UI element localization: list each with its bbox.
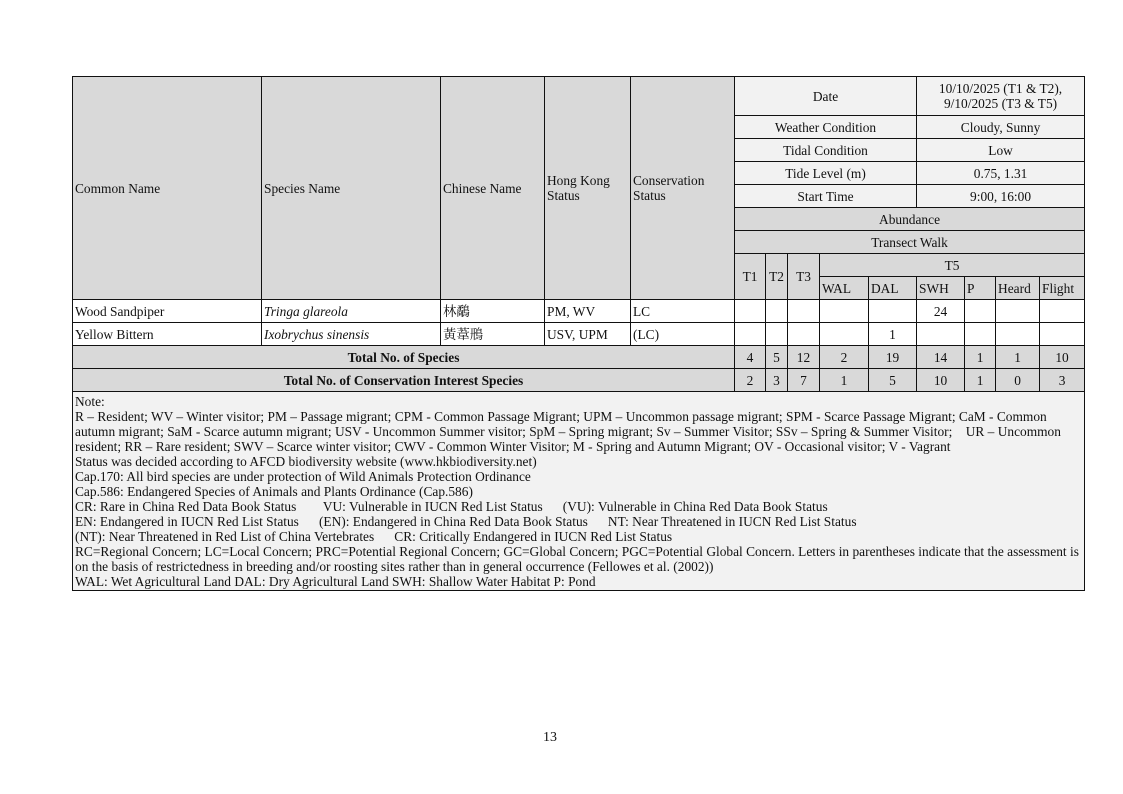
count-t1 [735,323,766,346]
header-hk-status: Hong Kong Status [545,77,631,300]
hk-status-cell: USV, UPM [545,323,631,346]
hk-status-cell: PM, WV [545,300,631,323]
note-red-list-3: (NT): Near Threatened in Red List of China Vertebrates CR: Critically Endangered in IUCN Red List Status [75,529,673,544]
weather-value: Cloudy, Sunny [917,116,1085,139]
count-t2 [766,323,788,346]
total-species-t5-heard: 1 [996,346,1040,369]
tidal-value: Low [917,139,1085,162]
start-time-value: 9:00, 16:00 [917,185,1085,208]
note-cap170: Cap.170: All bird species are under protection of Wild Animals Protection Ordinance [75,469,531,484]
header-chinese-name: Chinese Name [441,77,545,300]
note-red-list-1: CR: Rare in China Red Data Book Status VU: Vulnerable in IUCN Red List Status (VU): Vulnerable in China Red Data Book Status [75,499,828,514]
note-cap586: Cap.586: Endangered Species of Animals and Plants Ordinance (Cap.586) [75,484,473,499]
total-conservation-t5-p: 1 [965,369,996,392]
count-t5-flight [1040,323,1085,346]
header-common-name: Common Name [73,77,262,300]
species-name-cell: Tringa glareola [262,300,441,323]
date-label: Date [735,77,917,116]
header-t1: T1 [735,254,766,300]
species-name-cell: Ixobrychus sinensis [262,323,441,346]
header-species-name: Species Name [262,77,441,300]
total-species-t5-p: 1 [965,346,996,369]
notes-row [73,392,1085,591]
note-habitat-abbreviations: WAL: Wet Agricultural Land DAL: Dry Agricultural Land SWH: Shallow Water Habitat P: Pond [75,574,596,589]
count-t5-dal [869,300,917,323]
total-conservation-t5-dal: 5 [869,369,917,392]
note-concern-levels: RC=Regional Concern; LC=Local Concern; PRC=Potential Regional Concern; GC=Global Concern; PGC=Potential Global Concern. Letters in parentheses indicate that the assessment is on the basis of restrictedness in breeding and/or roosting sites rather than in general occurrence (Fellowes et al. (2002)) [75,544,1083,574]
header-t5-p: P [965,277,996,300]
count-t5-p [965,323,996,346]
count-t5-swh [917,323,965,346]
count-t5-heard [996,323,1040,346]
header-t5-flight: Flight [1040,277,1085,300]
tide-level-value: 0.75, 1.31 [917,162,1085,185]
count-t5-wal [820,300,869,323]
table-row [73,323,1085,346]
total-conservation-t5-heard: 0 [996,369,1040,392]
total-species-row [73,346,1085,369]
total-conservation-t1: 2 [735,369,766,392]
note-heading: Note: [75,394,105,409]
header-t5-dal: DAL [869,277,917,300]
date-value [917,77,1085,116]
common-name-cell: Yellow Bittern [73,323,262,346]
start-time-label: Start Time [735,185,917,208]
note-status-source: Status was decided according to AFCD biodiversity website (www.hkbiodiversity.net) [75,454,537,469]
transect-walk-label: Transect Walk [735,231,1085,254]
header-t5: T5 [820,254,1085,277]
count-t5-p [965,300,996,323]
count-t1 [735,300,766,323]
conservation-status-cell: (LC) [631,323,735,346]
note-status-abbreviations: R – Resident; WV – Winter visitor; PM – Passage migrant; CPM - Common Passage Migrant; UPM – Uncommon passage migrant; SPM - Scarce Passage Migrant; CaM - Common autumn migrant; SaM - Scarce autumn migrant; USV - Uncommon Summer visitor; SpM – Spring migrant; Sv – Summer Visitor; SSv – Spring & Summer Visitor; UR – Uncommon resident; RR – Rare resident; SWV – Scarce winter visitor; CWV - Common Winter Visitor; M - Spring and Autumn Migrant; OV - Occasional visitor; V - Vagrant [75,409,1065,454]
table-row [73,300,1085,323]
total-species-label: Total No. of Species [73,346,735,369]
header-t2: T2 [766,254,788,300]
total-species-t1: 4 [735,346,766,369]
count-t5-heard [996,300,1040,323]
count-t5-wal [820,323,869,346]
count-t5-swh: 24 [917,300,965,323]
tide-level-label: Tide Level (m) [735,162,917,185]
total-species-t5-dal: 19 [869,346,917,369]
total-conservation-label: Total No. of Conservation Interest Species [73,369,735,392]
header-t5-wal: WAL [820,277,869,300]
total-species-t2: 5 [766,346,788,369]
chinese-name-cell: 林鷸 [441,300,545,323]
total-conservation-t2: 3 [766,369,788,392]
abundance-label: Abundance [735,208,1085,231]
count-t5-dal: 1 [869,323,917,346]
header-t3: T3 [788,254,820,300]
header-t5-heard: Heard [996,277,1040,300]
total-species-t5-flight: 10 [1040,346,1085,369]
total-species-t5-swh: 14 [917,346,965,369]
total-species-t5-wal: 2 [820,346,869,369]
tidal-label: Tidal Condition [735,139,917,162]
common-name-cell: Wood Sandpiper [73,300,262,323]
count-t3 [788,323,820,346]
header-t5-swh: SWH [917,277,965,300]
total-conservation-row [73,369,1085,392]
header-conservation-status: Conservation Status [631,77,735,300]
conservation-status-cell: LC [631,300,735,323]
total-species-t3: 12 [788,346,820,369]
total-conservation-t5-wal: 1 [820,369,869,392]
note-red-list-2: EN: Endangered in IUCN Red List Status (EN): Endangered in China Red Data Book Status NT: Near Threatened in IUCN Red List Status [75,514,857,529]
count-t3 [788,300,820,323]
count-t5-flight [1040,300,1085,323]
chinese-name-cell: 黃葦鳽 [441,323,545,346]
total-conservation-t5-flight: 3 [1040,369,1085,392]
date-value-line1: 10/10/2025 (T1 & T2), [938,81,1063,96]
total-conservation-t3: 7 [788,369,820,392]
total-conservation-t5-swh: 10 [917,369,965,392]
date-value-line2: 9/10/2025 (T3 & T5) [943,96,1058,111]
header-row-date [73,77,1085,116]
count-t2 [766,300,788,323]
bird-survey-table [72,76,1085,591]
notes-cell [73,392,1085,591]
weather-label: Weather Condition [735,116,917,139]
page-number: 13 [543,730,557,745]
